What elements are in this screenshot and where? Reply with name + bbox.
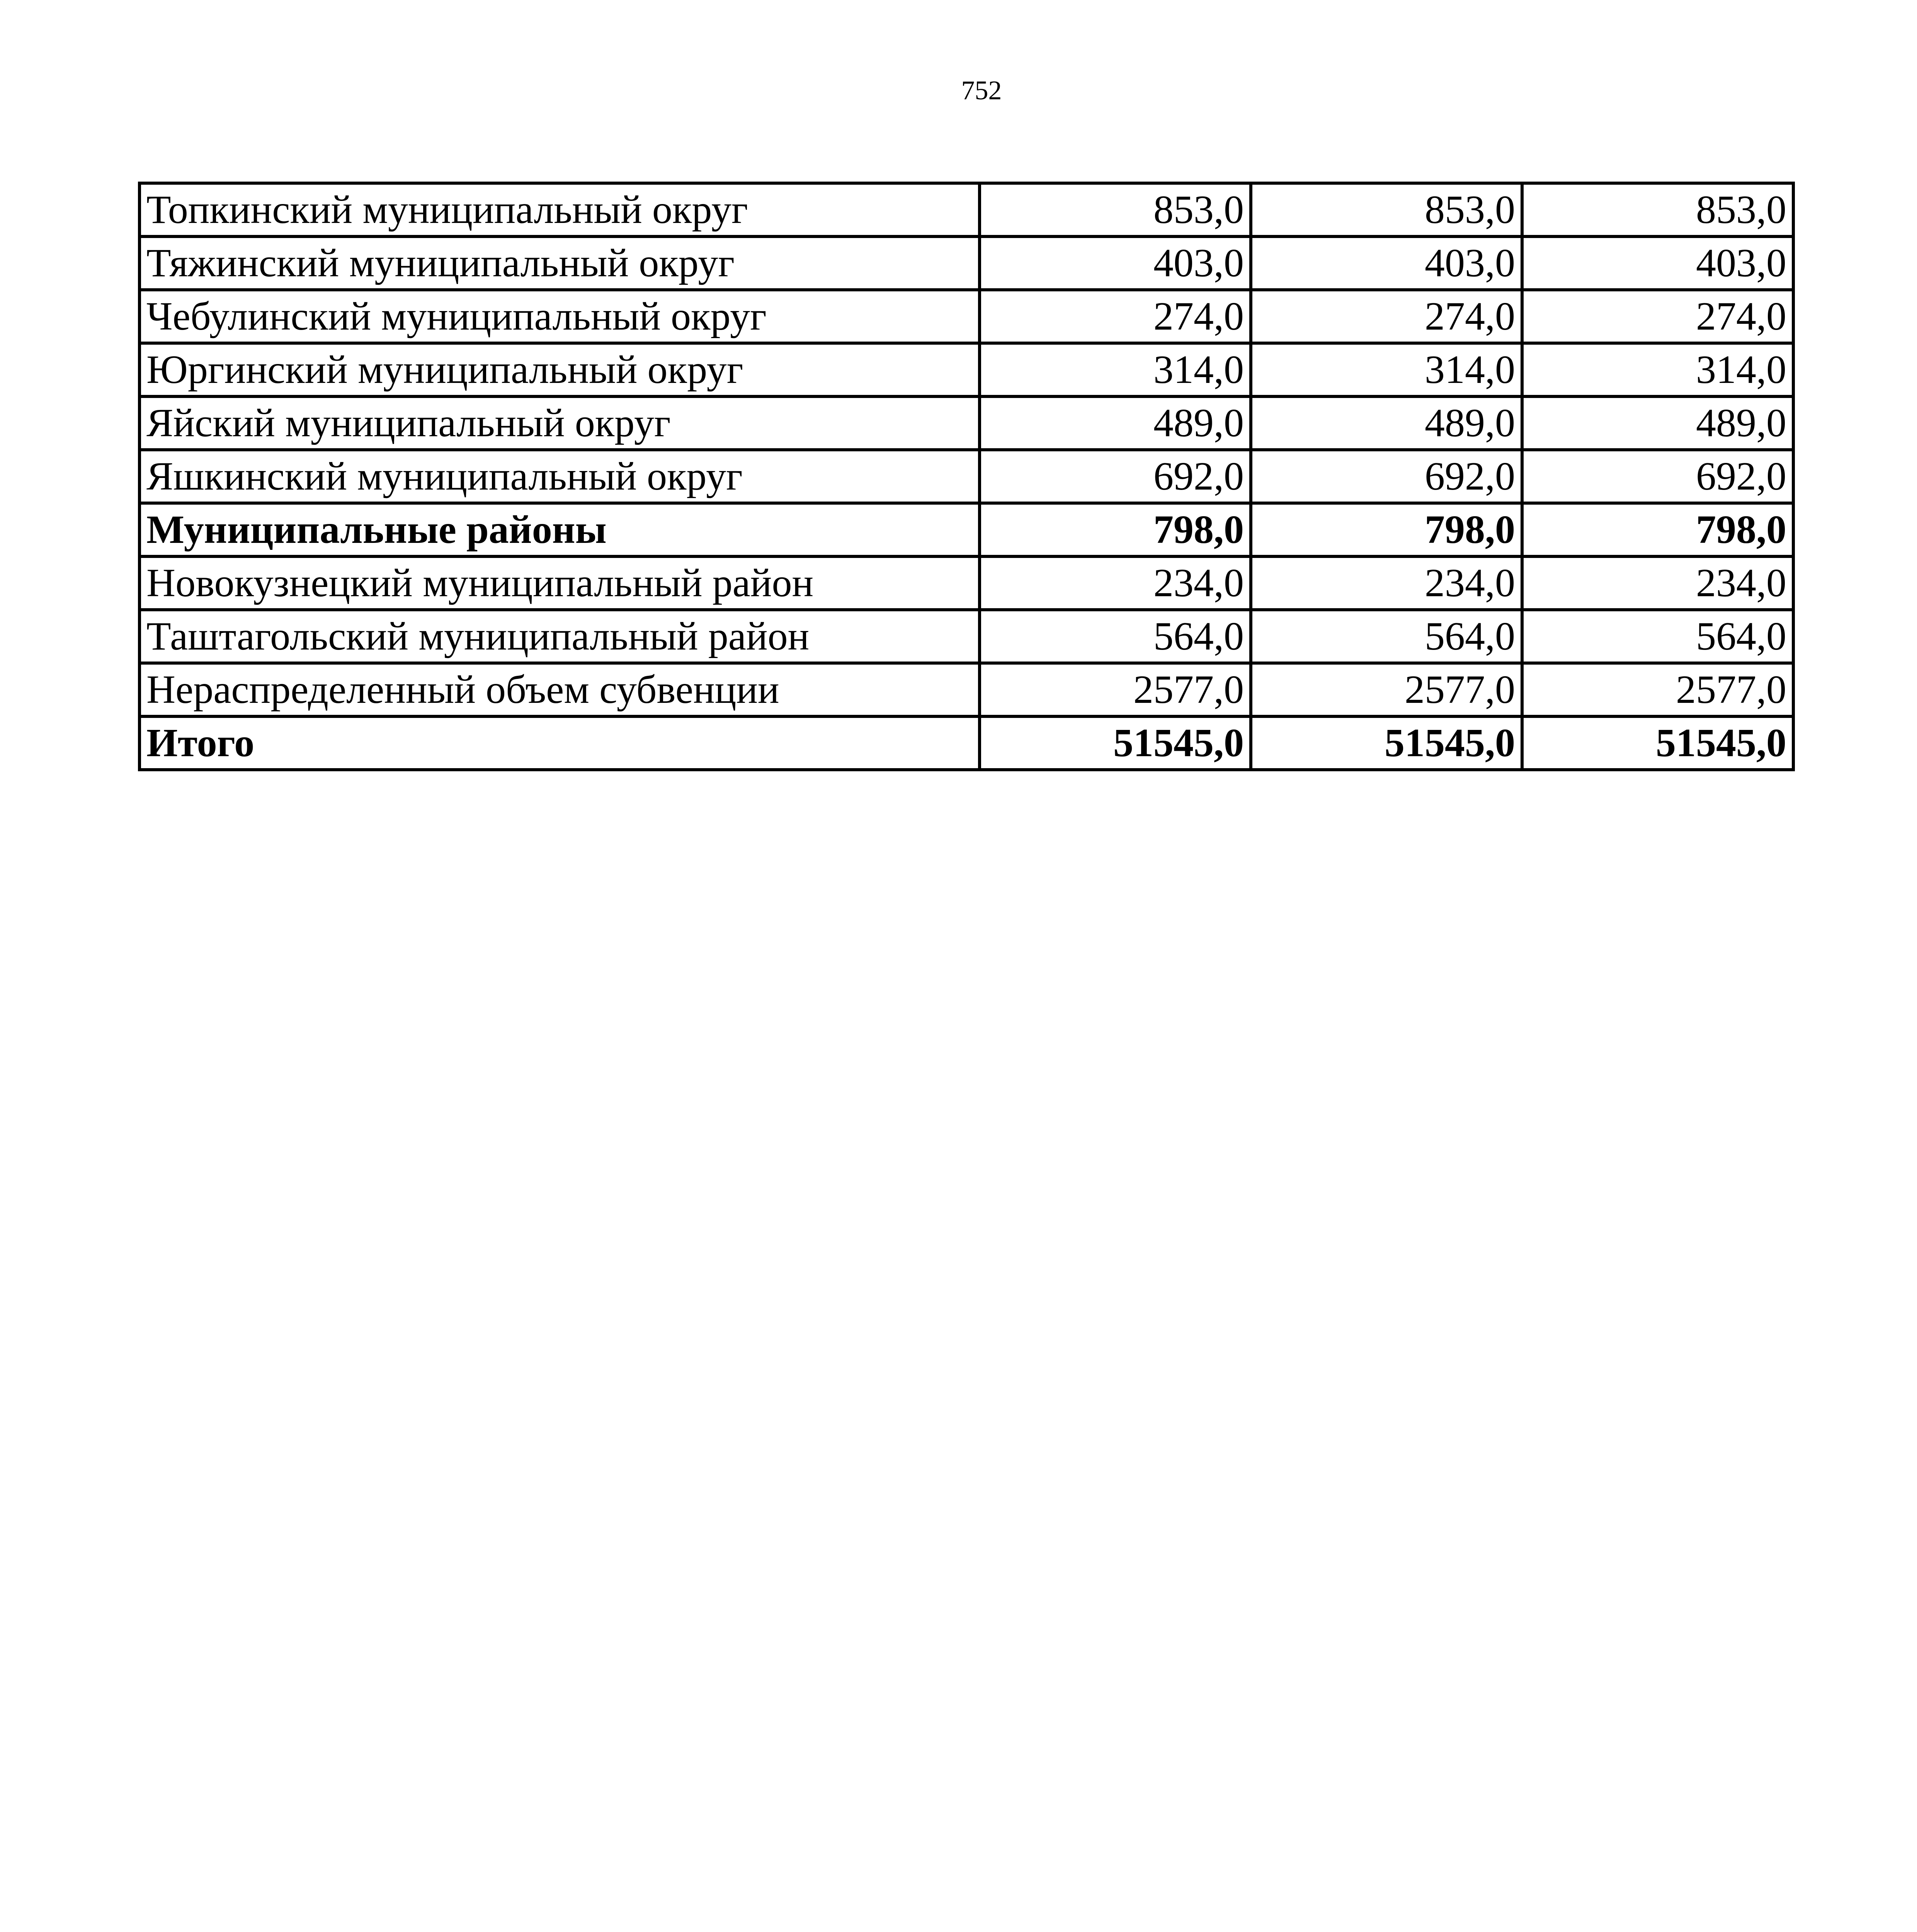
table-row	[139, 556, 1793, 610]
row-value-1: 692,0	[980, 450, 1251, 503]
row-value-1: 2577,0	[980, 663, 1251, 716]
row-name: Муниципальные районы	[139, 503, 980, 556]
row-value-2: 564,0	[1251, 610, 1522, 663]
row-value-3: 489,0	[1522, 396, 1793, 450]
table-row	[139, 183, 1793, 236]
row-value-3: 234,0	[1522, 556, 1793, 610]
row-value-2: 403,0	[1251, 236, 1522, 290]
row-name: Итого	[139, 716, 980, 770]
row-value-1: 234,0	[980, 556, 1251, 610]
row-value-3: 853,0	[1522, 183, 1793, 236]
table-row	[139, 450, 1793, 503]
row-value-2: 489,0	[1251, 396, 1522, 450]
table-row	[139, 343, 1793, 396]
row-value-2: 853,0	[1251, 183, 1522, 236]
row-name: Яшкинский муниципальный округ	[139, 450, 980, 503]
row-name: Юргинский муниципальный округ	[139, 343, 980, 396]
row-value-3: 403,0	[1522, 236, 1793, 290]
row-value-3: 692,0	[1522, 450, 1793, 503]
row-name: Новокузнецкий муниципальный район	[139, 556, 980, 610]
row-name: Таштагольский муниципальный район	[139, 610, 980, 663]
row-name: Чебулинский муниципальный округ	[139, 290, 980, 343]
row-name: Яйский муниципальный округ	[139, 396, 980, 450]
table-row	[139, 663, 1793, 716]
row-name: Нераспределенный объем субвенции	[139, 663, 980, 716]
table-row	[139, 290, 1793, 343]
row-name: Тяжинский муниципальный округ	[139, 236, 980, 290]
table-row	[139, 396, 1793, 450]
row-value-1: 853,0	[980, 183, 1251, 236]
total-row	[139, 716, 1793, 770]
row-value-3: 274,0	[1522, 290, 1793, 343]
row-value-1: 798,0	[980, 503, 1251, 556]
row-value-1: 51545,0	[980, 716, 1251, 770]
row-value-1: 274,0	[980, 290, 1251, 343]
row-name: Топкинский муниципальный округ	[139, 183, 980, 236]
row-value-2: 692,0	[1251, 450, 1522, 503]
row-value-2: 314,0	[1251, 343, 1522, 396]
row-value-3: 2577,0	[1522, 663, 1793, 716]
subvention-table	[138, 182, 1795, 771]
row-value-2: 2577,0	[1251, 663, 1522, 716]
page-number: 752	[961, 76, 1002, 105]
row-value-3: 51545,0	[1522, 716, 1793, 770]
row-value-1: 314,0	[980, 343, 1251, 396]
row-value-1: 403,0	[980, 236, 1251, 290]
row-value-2: 234,0	[1251, 556, 1522, 610]
row-value-1: 564,0	[980, 610, 1251, 663]
table-row	[139, 610, 1793, 663]
row-value-3: 314,0	[1522, 343, 1793, 396]
row-value-3: 564,0	[1522, 610, 1793, 663]
row-value-3: 798,0	[1522, 503, 1793, 556]
row-value-2: 798,0	[1251, 503, 1522, 556]
subtotal-row	[139, 503, 1793, 556]
table-row	[139, 236, 1793, 290]
row-value-2: 274,0	[1251, 290, 1522, 343]
row-value-2: 51545,0	[1251, 716, 1522, 770]
row-value-1: 489,0	[980, 396, 1251, 450]
